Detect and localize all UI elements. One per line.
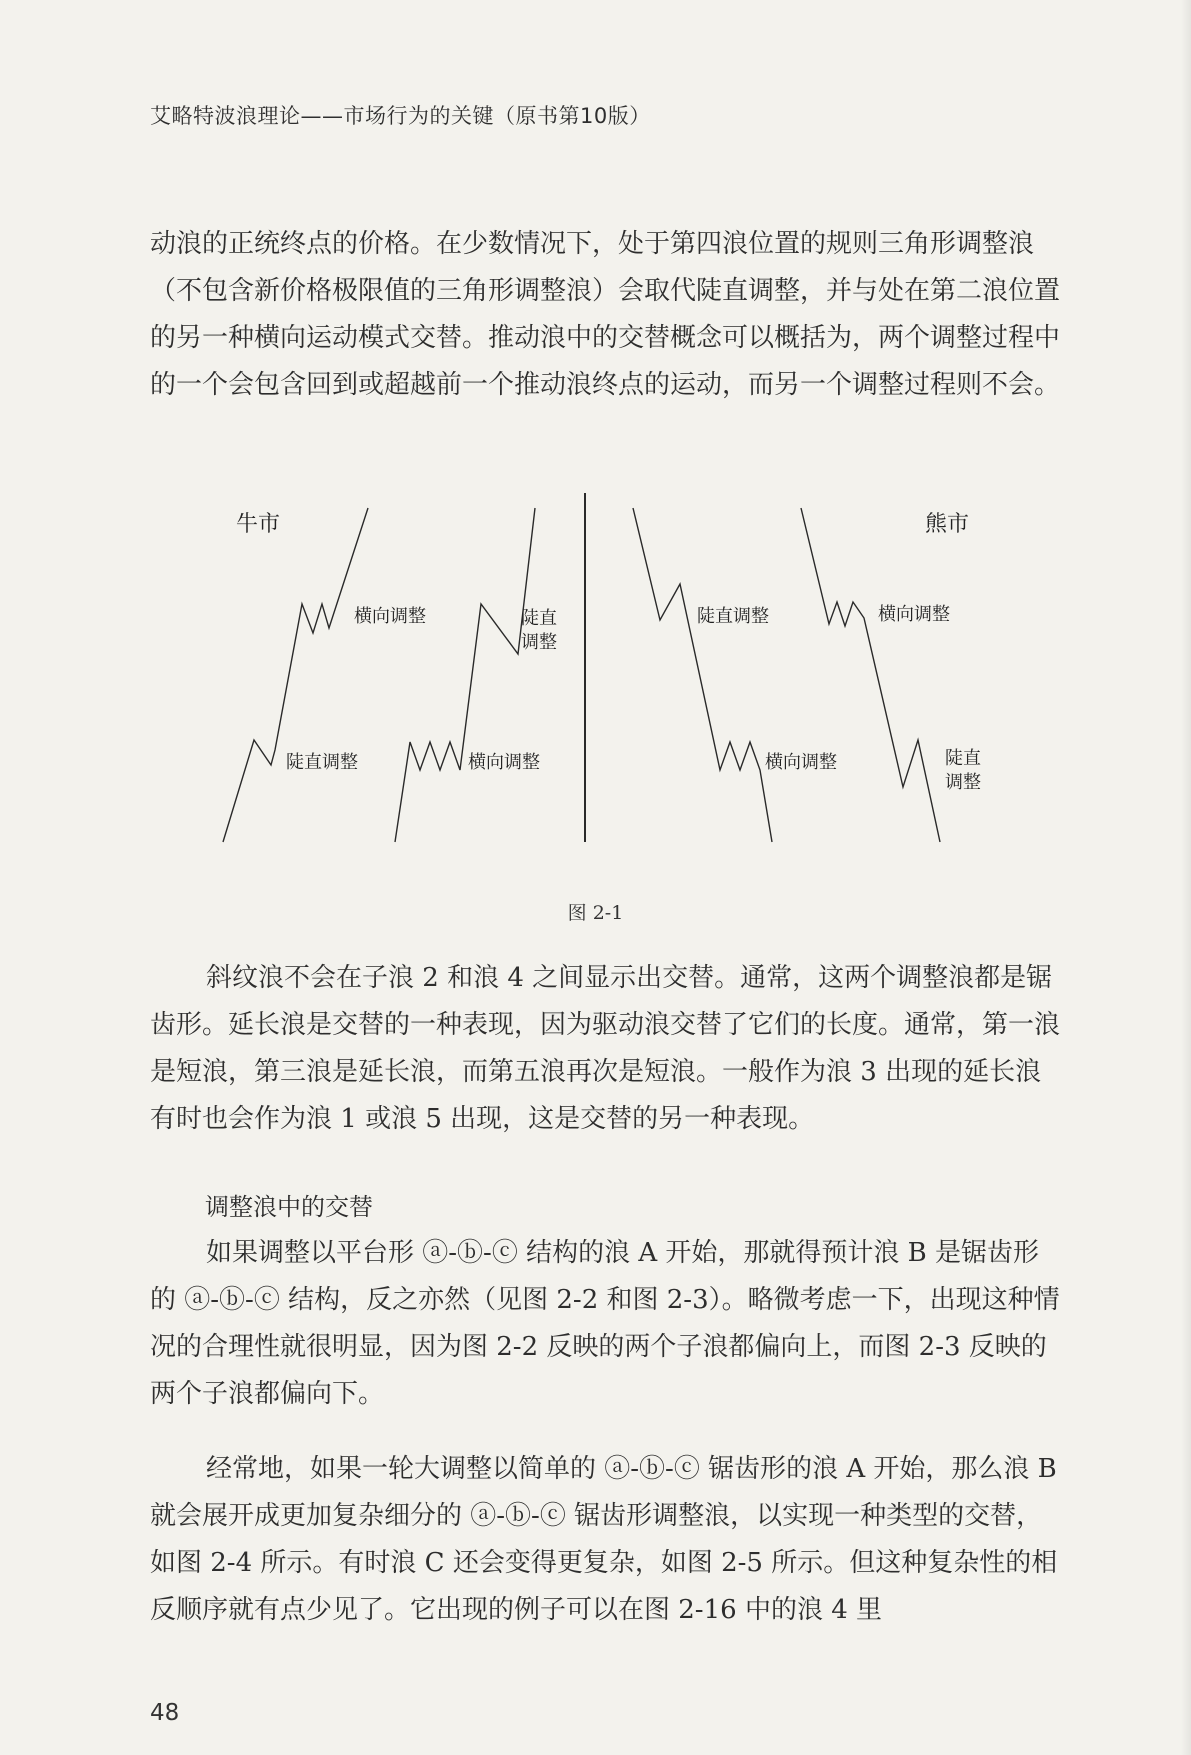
bull-market-title: 牛市	[236, 512, 281, 537]
body-paragraph: 经常地，如果一轮大调整以简单的 ⓐ-ⓑ-ⓒ 锯齿形的浪 A 开始，那么浪 B 就会展开成更加复杂细分的 ⓐ-ⓑ-ⓒ 锯齿形调整浪，以实现一种类型的交替，如图 2-4 所示。有时浪 C 还会变得更复杂，如图 2-5 所示。但这种复杂性的相反顺序就有点少见了。它出现的例子可以在图 2-16 中的浪 4 里	[150, 1454, 1058, 1625]
bull-right-upper-label-line2: 调整	[521, 632, 557, 653]
bear-left-upper-label: 陡直调整	[697, 606, 769, 627]
bull-wave-right	[395, 508, 535, 842]
bear-right-lower-label-line1: 陡直	[945, 748, 981, 769]
bear-wave-right	[801, 508, 940, 842]
body-paragraph: 如果调整以平台形 ⓐ-ⓑ-ⓒ 结构的浪 A 开始，那就得预计浪 B 是锯齿形的 ⓐ-ⓑ-ⓒ 结构，反之亦然（见图 2-2 和图 2-3）。略微考虑一下，出现这种情况的合理性就很明显，因为图 2-2 反映的两个子浪都偏向上，而图 2-3 反映的两个子浪都偏向下。	[150, 1238, 1060, 1409]
bull-wave-left	[223, 508, 368, 842]
bear-market-title: 熊市	[925, 512, 970, 537]
page-edge-shadow	[1181, 0, 1191, 1755]
bear-wave-left	[633, 508, 772, 842]
figure-caption: 图 2-1	[567, 902, 624, 924]
bull-left-lower-label: 陡直调整	[286, 752, 358, 773]
bear-left-lower-label: 横向调整	[765, 752, 837, 773]
body-paragraph: 斜纹浪不会在子浪 2 和浪 4 之间显示出交替。通常，这两个调整浪都是锯齿形。延长浪是交替的一种表现，因为驱动浪交替了它们的长度。通常，第一浪是短浪，第三浪是延长浪，而第五浪再次是短浪。一般作为浪 3 出现的延长浪有时也会作为浪 1 或浪 5 出现，这是交替的另一种表现。	[150, 963, 1061, 1134]
page-number: 48	[150, 1700, 180, 1726]
body-paragraph: 动浪的正统终点的价格。在少数情况下，处于第四浪位置的规则三角形调整浪（不包含新价格极限值的三角形调整浪）会取代陡直调整，并与处在第二浪位置的另一种横向运动模式交替。推动浪中的交替概念可以概括为，两个调整过程中的一个会包含回到或超越前一个推动浪终点的运动，而另一个调整过程则不会。	[150, 229, 1061, 400]
bull-right-upper-label-line1: 陡直	[521, 608, 557, 629]
bear-right-upper-label: 横向调整	[878, 604, 950, 625]
bull-left-upper-label: 横向调整	[354, 606, 426, 627]
section-heading: 调整浪中的交替	[205, 1193, 373, 1221]
running-header: 艾略特波浪理论——市场行为的关键（原书第10版）	[150, 104, 651, 128]
bull-right-lower-label: 横向调整	[468, 752, 540, 773]
bear-right-lower-label-line2: 调整	[945, 772, 981, 793]
